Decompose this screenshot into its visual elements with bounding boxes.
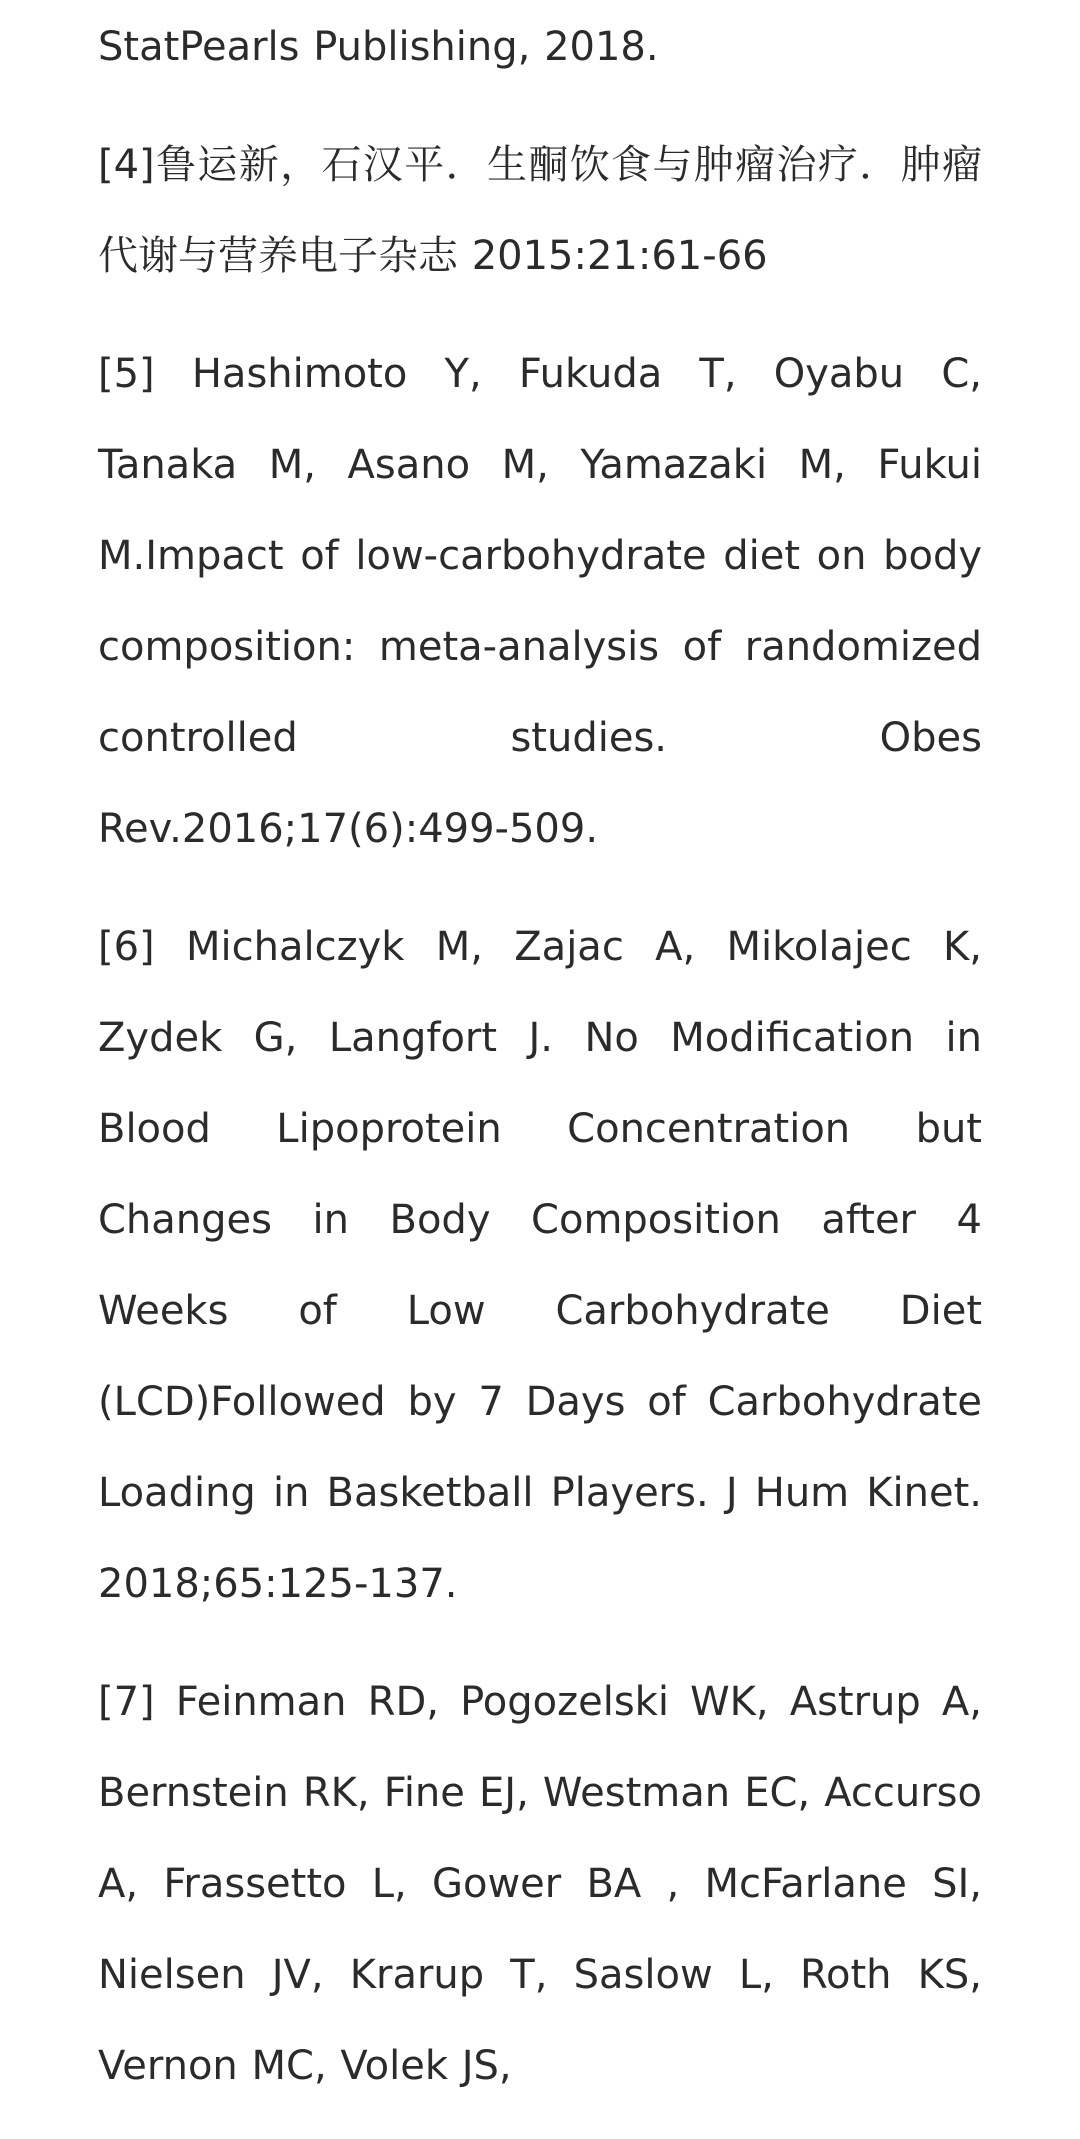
reference-item-3-tail: StatPearls Publishing, 2018. [98, 24, 659, 70]
reference-item-7: [7] Feinman RD, Pogozelski WK, Astrup A, Bernstein RK, Fine EJ, Westman EC, Accurso A, Frassetto L, Gower BA , McFarlane SI, Nielsen JV, Krarup T, Saslow L, Roth KS, Vernon MC, Volek JS, [98, 1679, 982, 2089]
reference-item-5: [5] Hashimoto Y, Fukuda T, Oyabu C, Tanaka M, Asano M, Yamazaki M, Fukui M.Impact of low-carbohydrate diet on body composition: meta-analysis of randomized controlled studies. Obes Rev.2016;17(6):499-509. [98, 351, 982, 852]
reference-item-6: [6] Michalczyk M, Zajac A, Mikolajec K, Zydek G, Langfort J. No Modification in Blood Lipoprotein Concentration but Changes in Body Composition after 4 Weeks of Low Carbohydrate Diet (LCD)Followed by 7 Days of Carbohydrate Loading in Basketball Players. J Hum Kinet. 2018;65:125-137. [98, 924, 982, 1607]
reference-item-4: [4]鲁运新，石汉平．生酮饮食与肿瘤治疗．肿瘤代谢与营养电子杂志 2015:21:61-66 [98, 142, 982, 279]
reference-list [98, 0, 982, 2139]
